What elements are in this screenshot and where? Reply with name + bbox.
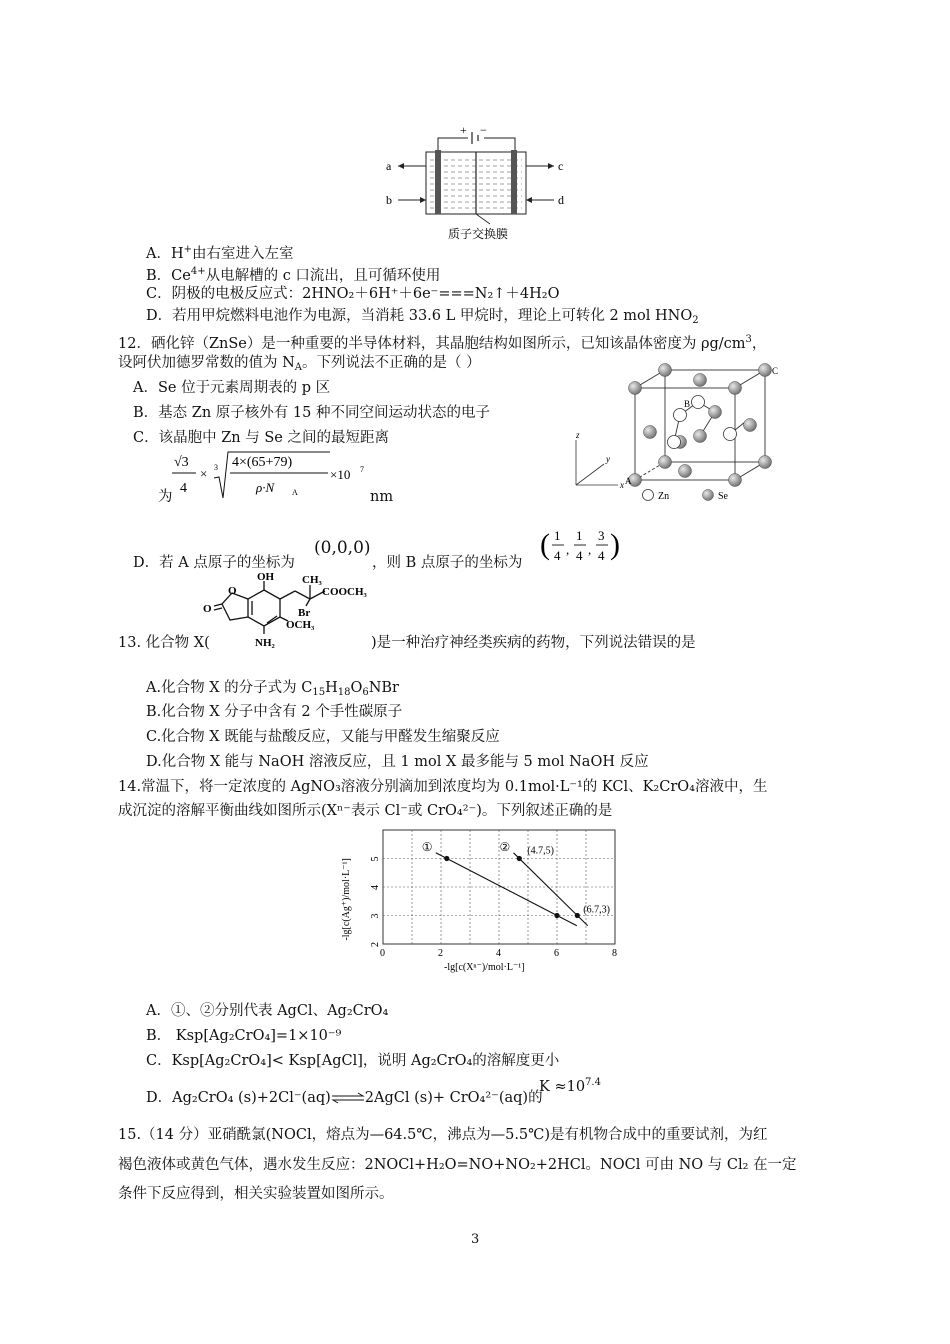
x-axis-label: -lg[c(Xⁿ⁻)/mol·L⁻¹] xyxy=(444,962,525,973)
q13-formula-tail: $_{15}H_{18}O_6NBr$ xyxy=(312,680,399,698)
q12-option-d-mid: ，则 B 点原子的坐标为 xyxy=(372,555,523,571)
q12-coord-b xyxy=(540,524,622,568)
q14-option-b: B． Ksp[Ag₂CrO₄]=1×10⁻⁹ xyxy=(146,1028,342,1044)
q13-stem-pre: 13. 化合物 X( xyxy=(118,635,210,651)
q12-option-c-unit: nm xyxy=(370,489,394,505)
q15-line1: 15.（14 分）亚硝酰氯(NOCl，熔点为—64.5℃，沸点为—5.5℃)是有机物合成中的重要试剂，为红 xyxy=(118,1127,768,1143)
annotation-point: (6.7,3) xyxy=(583,904,610,916)
solubility-equilibrium-chart xyxy=(335,822,625,980)
data-point xyxy=(575,913,580,918)
structure-nh2: NH₂ xyxy=(255,637,275,649)
svg-text:(: ( xyxy=(540,528,550,561)
x-tick-label: 0 xyxy=(380,948,385,959)
svg-text:,: , xyxy=(588,542,592,557)
coord-b-num3: 3 xyxy=(598,528,605,543)
formula-radicand-top: 4×(65+79) xyxy=(232,455,293,470)
q14-option-d-k: $K \approx 10^{7.4}$ xyxy=(539,1077,601,1095)
y-tick-label: 5 xyxy=(370,856,381,862)
q13-stem-post: )是一种治疗神经类疾病的药物，下列说法错误的是 xyxy=(371,635,696,651)
q12-stem-line2: 设阿伏加德罗常数的值为 $N_A$。下列说法不正确的是（ ） xyxy=(118,355,481,373)
q15-line2: 褐色液体或黄色气体，遇水发生反应：2NOCl+H₂O=NO+NO₂+2HCl。NOCl 可由 NO 与 Cl₂ 在一定 xyxy=(118,1157,797,1173)
q12-stem-line1: 12．硒化锌（ZnSe）是一种重要的半导体材料，其晶胞结构如图所示，已知该晶体密度为 $\rho g/cm^3$， xyxy=(118,334,767,352)
y-tick-label: 3 xyxy=(370,913,381,919)
formula-times10: ×10 xyxy=(330,467,351,482)
formula-radicand-bottom: ρ·N xyxy=(256,480,275,495)
port-b-label: b xyxy=(386,193,392,207)
structure-cooch3: COOCH₃ xyxy=(322,586,367,598)
legend-zn: Zn xyxy=(658,491,670,502)
formula-exp: 7 xyxy=(360,465,364,474)
structure-ring-o: O xyxy=(228,585,237,597)
axis-z: z xyxy=(576,430,580,440)
battery-minus: − xyxy=(480,123,487,137)
q12-option-b: B．基态 Zn 原子核外有 15 种不同空间运动状态的电子 xyxy=(133,405,490,421)
series-label: ① xyxy=(421,839,433,854)
structure-och3: OCH₃ xyxy=(286,619,315,631)
port-a-label: a xyxy=(386,159,392,173)
svg-text:): ) xyxy=(610,528,620,561)
q12-option-a: A．Se 位于元素周期表的 p 区 xyxy=(133,380,331,396)
data-point xyxy=(554,913,559,918)
q14-stem-line2: 成沉淀的溶解平衡曲线如图所示(Xⁿ⁻表示 Cl⁻或 CrO₄²⁻)。下列叙述正确的是 xyxy=(118,803,613,819)
coord-b-den3: 4 xyxy=(598,548,605,563)
formula-times: × xyxy=(200,466,208,481)
point-c-label: C xyxy=(772,366,779,376)
q13-option-c: C.化合物 X 既能与盐酸反应，又能与甲醛发生缩聚反应 xyxy=(146,729,500,745)
coord-b-den2: 4 xyxy=(576,548,583,563)
q13-option-b: B.化合物 X 分子中含有 2 个手性碳原子 xyxy=(146,704,403,720)
axis-y: y xyxy=(606,454,610,464)
axis-x: x xyxy=(620,480,624,490)
formula-na-sub: A xyxy=(292,488,298,497)
q11-option-d: D．若用甲烷燃料电池作为电源，当消耗 33.6 L 甲烷时，理论上可转化 2 mol $HNO_2$ xyxy=(146,308,699,326)
q13-option-a: A.化合物 X 的分子式为 $C_{15}H_{18}O_6NBr$ xyxy=(146,680,399,698)
q11-option-a: A．H+由右室进入左室 xyxy=(146,244,294,262)
equilibrium-arrows xyxy=(331,1090,365,1102)
q14-option-a: A．①、②分别代表 AgCl、Ag₂CrO₄ xyxy=(146,1003,389,1019)
point-b-label: B xyxy=(684,399,691,409)
page-number: 3 xyxy=(471,1232,480,1247)
battery-plus: + xyxy=(460,123,467,137)
coord-b-den1: 4 xyxy=(554,548,561,563)
membrane-label: 质子交换膜 xyxy=(448,227,509,241)
y-tick-label: 4 xyxy=(370,885,381,890)
q15-line3: 条件下反应得到，相关实验装置如图所示。 xyxy=(118,1186,394,1202)
q11-option-c: C．阴极的电极反应式：2HNO₂＋6H⁺＋6e⁻===N₂↑＋4H₂O xyxy=(146,286,560,302)
q12-distance-formula xyxy=(170,448,370,506)
point-a-label: A xyxy=(625,476,632,486)
x-tick-label: 4 xyxy=(496,948,501,959)
q12-option-c-prefix: 为 xyxy=(158,489,173,505)
formula-cbrt-index: 3 xyxy=(214,463,218,472)
series-label: ② xyxy=(499,839,511,854)
formula-denominator-4: 4 xyxy=(180,481,187,496)
structure-oh: OH xyxy=(257,571,275,583)
q14-stem-line1: 14.常温下，将一定浓度的 AgNO₃溶液分别滴加到浓度均为 0.1mol·L⁻¹的 KCl、K₂CrO₄溶液中，生 xyxy=(118,779,768,795)
formula-sqrt3: √3 xyxy=(174,455,189,470)
y-axis-label: -lg[c(Ag⁺)/mol·L⁻¹] xyxy=(341,858,352,941)
legend-se: Se xyxy=(718,491,728,502)
annotation-point: (4.7,5) xyxy=(527,845,554,857)
x-tick-label: 8 xyxy=(612,948,617,959)
x-tick-label: 6 xyxy=(554,948,559,959)
coord-b-num1: 1 xyxy=(554,528,561,543)
data-point xyxy=(517,856,522,861)
structure-ch3: CH₃ xyxy=(302,574,322,586)
x-tick-label: 2 xyxy=(438,948,443,959)
q11-option-b: B．$Ce^{4+}$从电解槽的 c 口流出，且可循环使用 xyxy=(146,266,441,284)
structure-br: Br xyxy=(298,607,311,619)
q14-option-c: C．Ksp[Ag₂CrO₄]< Ksp[AgCl]，说明 Ag₂CrO₄的溶解度更小 xyxy=(146,1053,560,1069)
svg-text:,: , xyxy=(566,542,570,557)
port-c-label: c xyxy=(558,159,564,173)
data-point xyxy=(444,856,449,861)
q13-option-d: D.化合物 X 能与 NaOH 溶液反应，且 1 mol X 最多能与 5 mol NaOH 反应 xyxy=(146,754,649,770)
q12-option-c: C．该晶胞中 Zn 与 Se 之间的最短距离 xyxy=(133,430,389,446)
port-d-label: d xyxy=(558,193,564,207)
coord-b-num2: 1 xyxy=(576,528,583,543)
znse-unit-cell-figure xyxy=(570,360,795,505)
compound-x-structure xyxy=(200,568,378,650)
q12-coord-a: (0,0,0) xyxy=(314,538,371,558)
q14-option-d: D．Ag₂CrO₄ (s)+2Cl⁻(aq) 2AgCl (s)+ CrO₄²⁻(aq)的 xyxy=(146,1090,543,1106)
electrolysis-cell-figure xyxy=(380,120,580,245)
structure-o: O xyxy=(203,603,212,615)
y-tick-label: 2 xyxy=(370,942,381,947)
q12-option-d: D．若 A 点原子的坐标为 xyxy=(133,555,295,571)
